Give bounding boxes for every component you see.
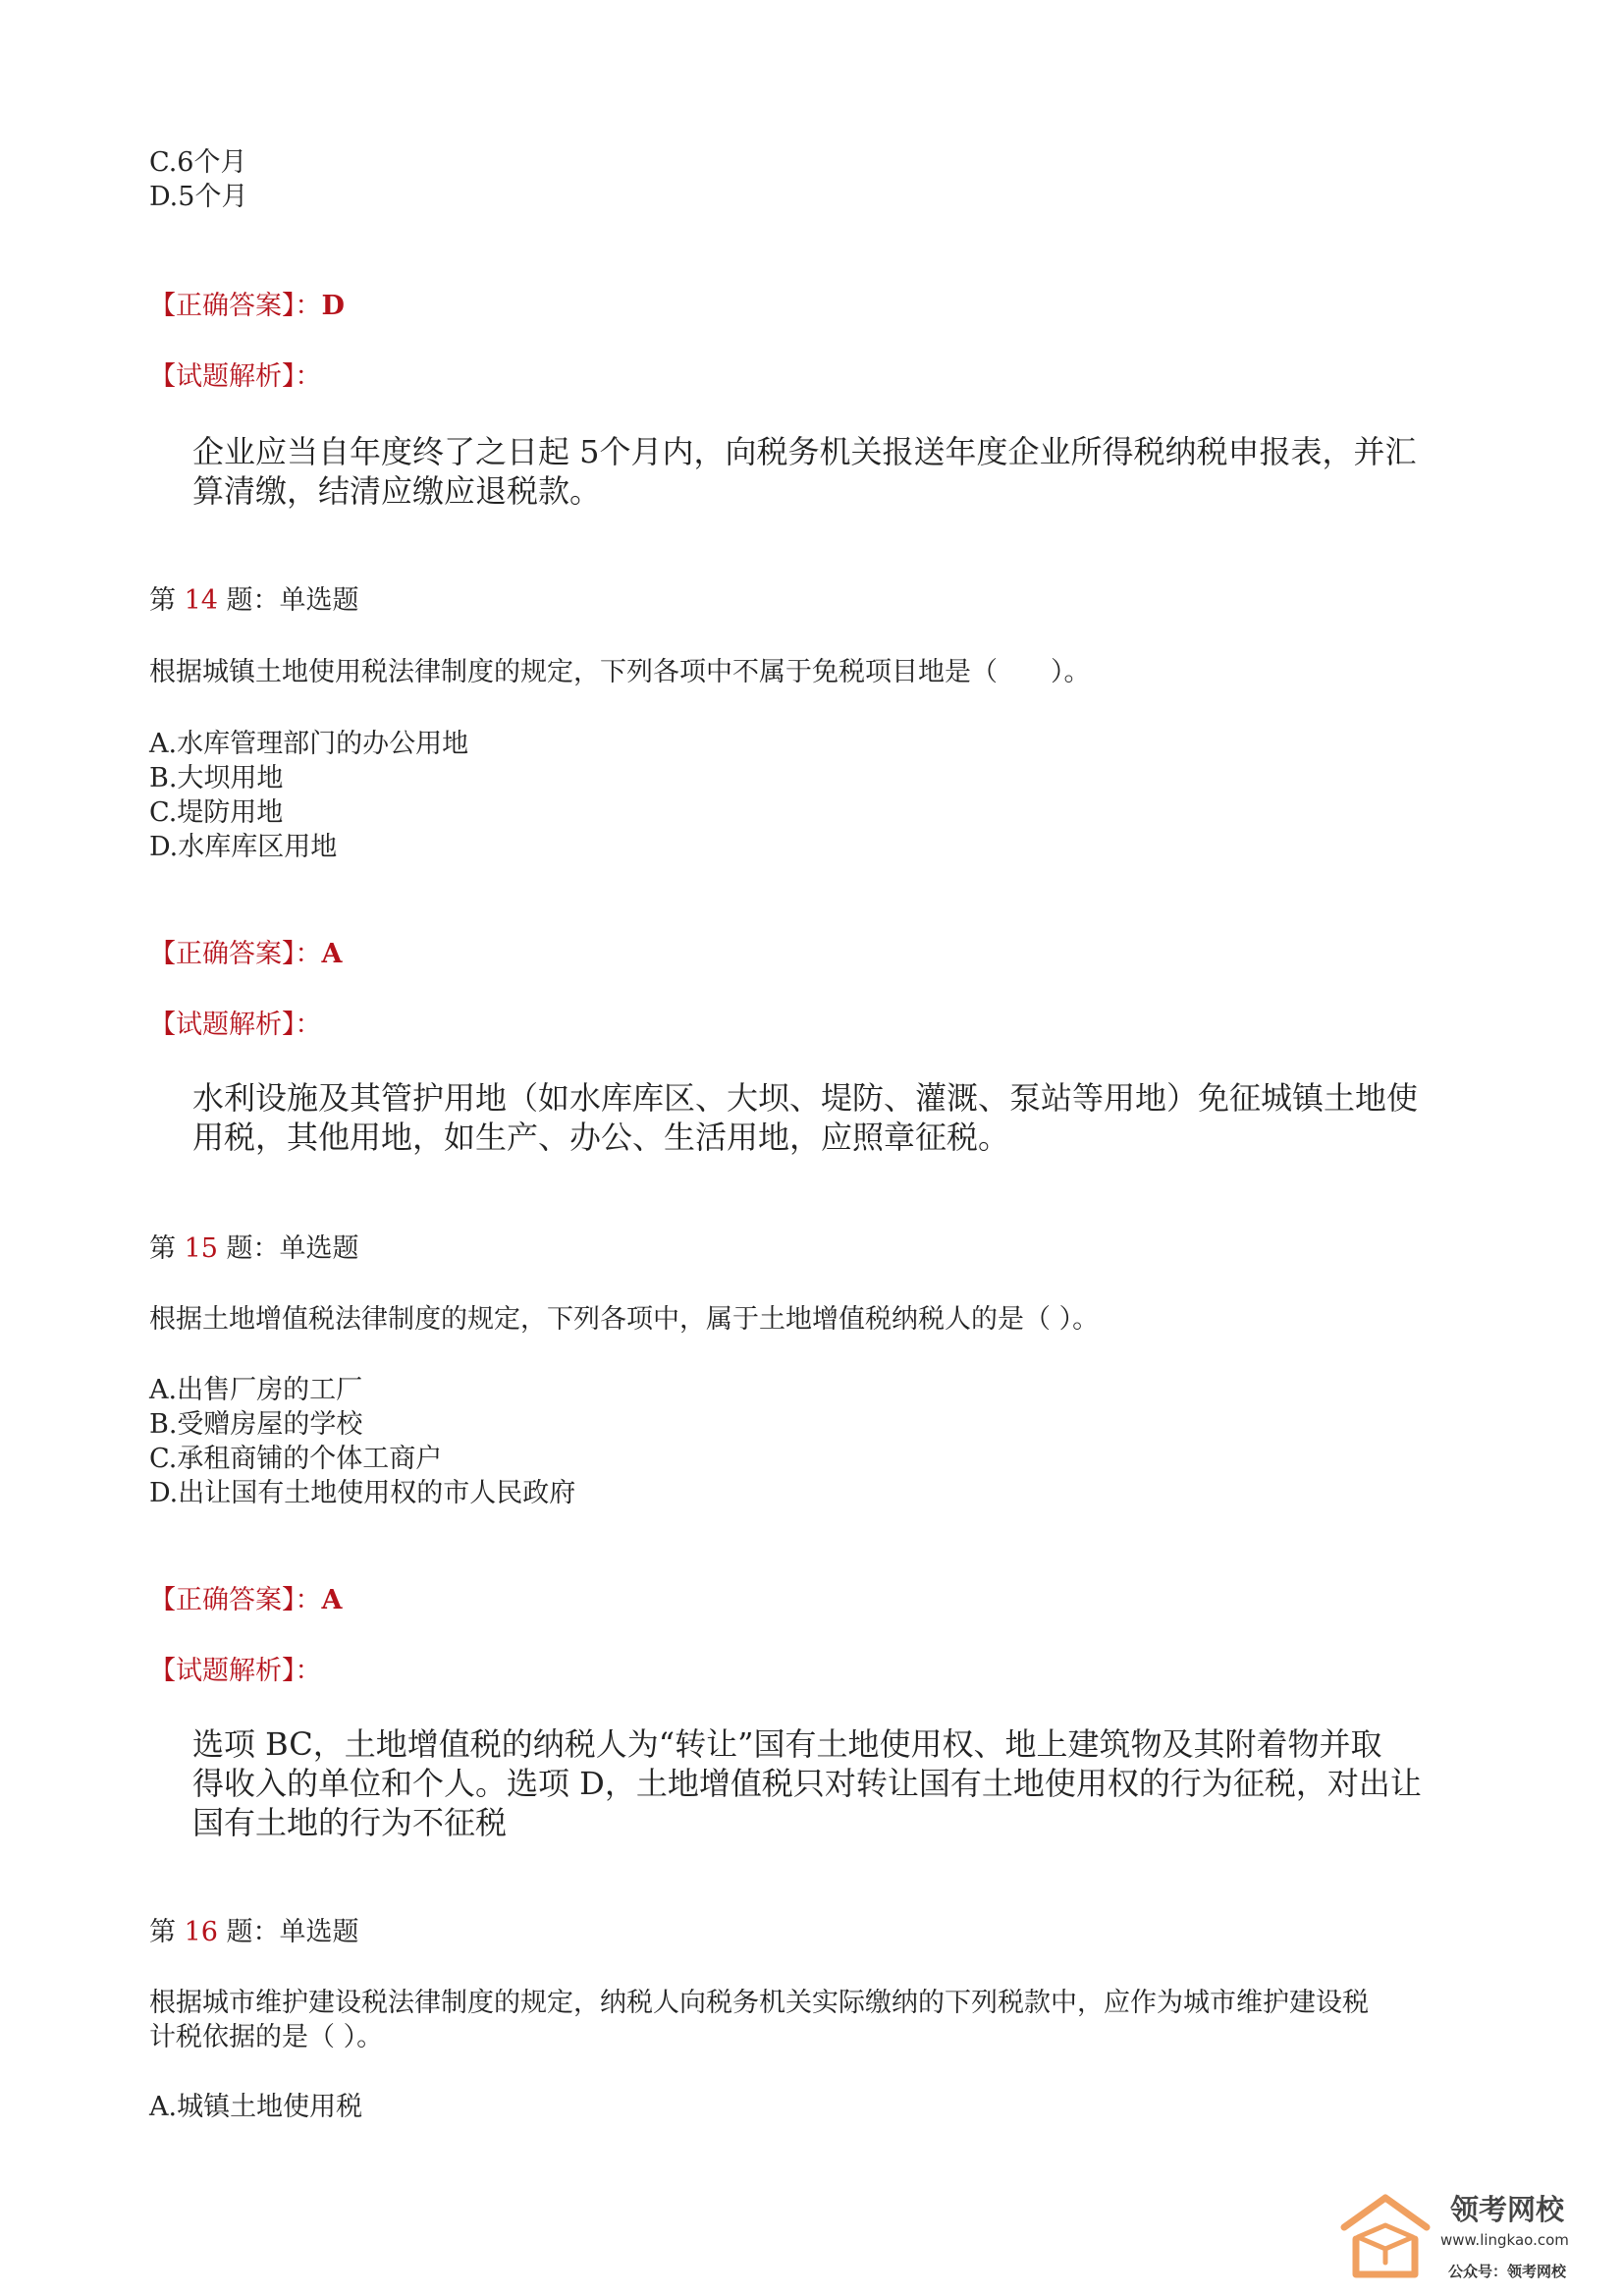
answer-label: 【正确答案】： xyxy=(149,939,322,969)
question-number: 16 xyxy=(184,1917,218,1947)
watermark-url: www.lingkao.com xyxy=(1440,2231,1569,2249)
option: B.受赠房屋的学校 xyxy=(149,1409,363,1440)
option: C.承租商铺的个体工商户 xyxy=(149,1444,443,1474)
question-number: 15 xyxy=(184,1233,218,1264)
q16-stem: 根据城市维护建设税法律制度的规定，纳税人向税务机关实际缴纳的下列税款中，应作为城市维护建设税 计税依据的是（ ）。 xyxy=(149,1988,1369,2052)
option: D.出让国有土地使用权的市人民政府 xyxy=(149,1478,576,1508)
q13-answer xyxy=(149,289,345,323)
answer-value: D xyxy=(321,291,345,321)
q14-explanation: 水利设施及其管护用地（如水库库区、大坝、堤防、灌溉、泵站等用地）免征城镇土地使 用税，其他用地，如生产、办公、生活用地，应照章征税。 xyxy=(192,1079,1419,1156)
q14-options xyxy=(149,727,468,864)
q13-explanation: 企业应当自年度终了之日起 5个月内，向税务机关报送年度企业所得税纳税申报表，并汇 算清缴，结清应缴应退税款。 xyxy=(192,433,1417,510)
watermark-wechat: 公众号：领考网校 xyxy=(1448,2263,1567,2280)
q14-header: 第 14 题：单选题 xyxy=(149,585,359,616)
watermark-title: 领考网校 xyxy=(1450,2193,1565,2226)
q15-explain-label: 【试题解析】： xyxy=(149,1656,322,1686)
q15-answer xyxy=(149,1583,342,1617)
q15-header: 第 15 题：单选题 xyxy=(149,1233,359,1264)
option: D.5个月 xyxy=(149,182,248,212)
answer-label: 【正确答案】： xyxy=(149,291,322,321)
option: A.水库管理部门的办公用地 xyxy=(149,729,469,759)
answer-value: A xyxy=(321,939,343,969)
answer-label: 【正确答案】： xyxy=(149,1585,322,1615)
option: C.6个月 xyxy=(149,147,247,178)
question-number: 14 xyxy=(184,585,218,616)
q13-explain-label: 【试题解析】： xyxy=(149,361,322,392)
q15-stem: 根据土地增值税法律制度的规定，下列各项中，属于土地增值税纳税人的是（ ）。 xyxy=(149,1304,1100,1335)
option: D.水库库区用地 xyxy=(149,832,338,862)
option: C.堤防用地 xyxy=(149,797,284,828)
q15-options xyxy=(149,1373,575,1510)
q14-answer xyxy=(149,937,342,971)
q16-header: 第 16 题：单选题 xyxy=(149,1917,359,1947)
graduation-cap-house-icon xyxy=(1336,2184,1434,2286)
q13-options xyxy=(149,145,247,214)
option: B.大坝用地 xyxy=(149,763,284,793)
q14-explain-label: 【试题解析】： xyxy=(149,1010,322,1040)
option: A.城镇土地使用税 xyxy=(149,2092,363,2122)
lingkao-watermark xyxy=(1330,2182,1596,2290)
option: A.出售厂房的工厂 xyxy=(149,1375,363,1405)
q16-options xyxy=(149,2090,362,2124)
answer-value: A xyxy=(321,1585,343,1615)
q14-stem: 根据城镇土地使用税法律制度的规定，下列各项中不属于免税项目地是（ ）。 xyxy=(149,657,1091,687)
q15-explanation: 选项 BC，土地增值税的纳税人为“转让”国有土地使用权、地上建筑物及其附着物并取 得收入的单位和个人。选项 D，土地增值税只对转让国有土地使用权的行为征税，对出让 国有土地的行为不征税 xyxy=(192,1725,1422,1841)
